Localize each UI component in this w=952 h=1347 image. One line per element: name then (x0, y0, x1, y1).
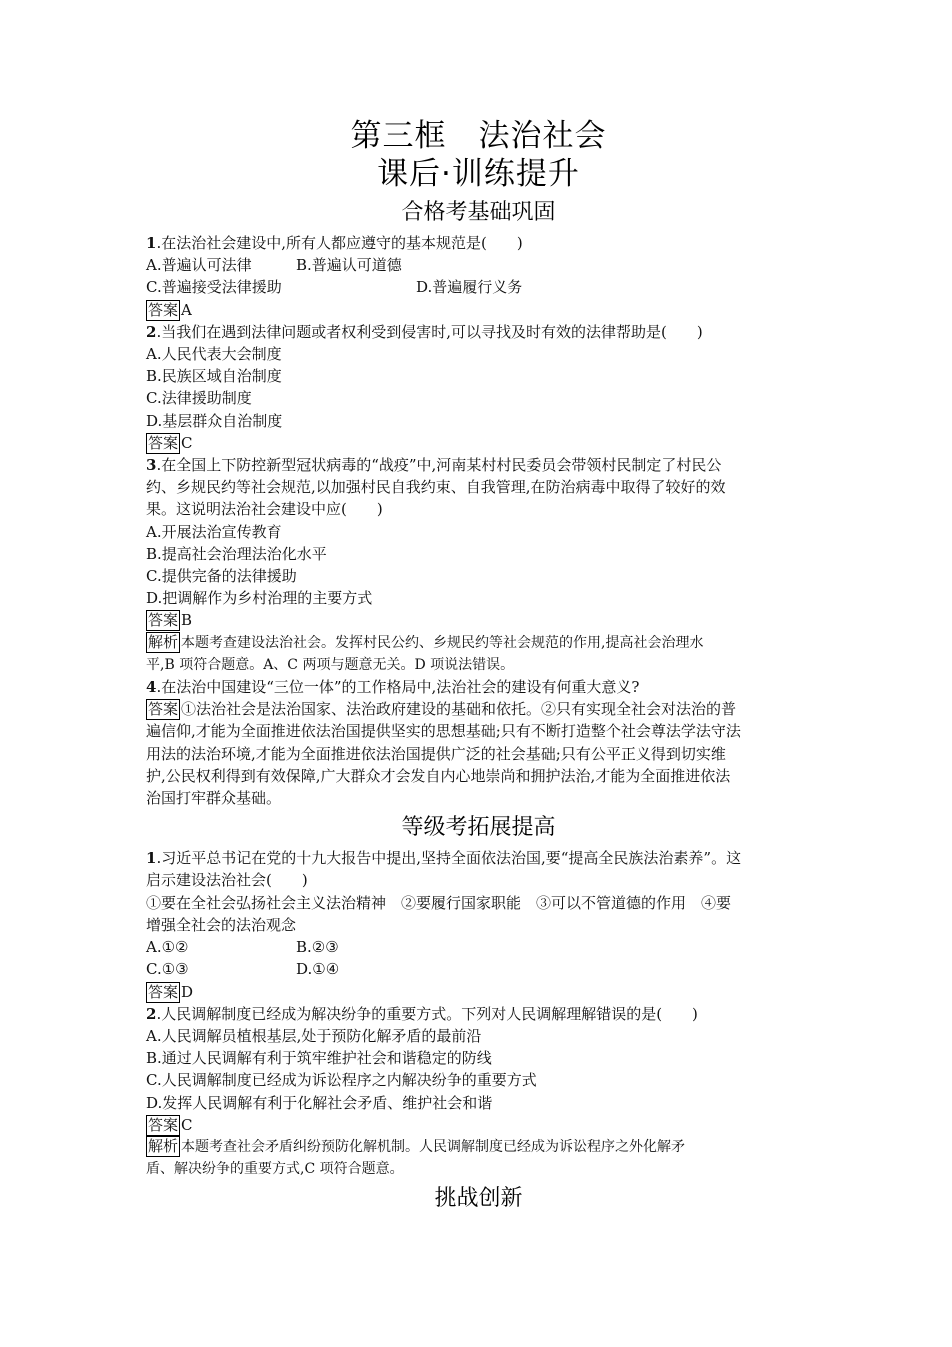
answer-tag: 答案 (148, 700, 179, 719)
option-b: B.提高社会治理法治化水平 (146, 544, 327, 563)
question-text: .在全国上下防控新型冠状病毒的“战疫”中,河南某村村民委员会带领村民制定了村民公 (156, 456, 722, 475)
question-number: 2 (146, 322, 157, 341)
option-b: B.②③ (296, 938, 339, 957)
question-1 (146, 232, 811, 321)
answer-value: D (181, 982, 194, 1001)
explanation-row (146, 632, 811, 654)
explanation-text: 本题考查建设法治社会。发挥村民公约、乡规民约等社会规范的作用,提高社会治理水 (181, 634, 704, 651)
answer-tag: 答案 (148, 433, 179, 452)
question-number: 4 (146, 678, 157, 697)
question-1 (146, 847, 811, 1002)
option-a: A.开展法治宣传教育 (146, 522, 282, 541)
option-b: B.民族区域自治制度 (146, 367, 282, 386)
question-text-line: 启示建设法治社会( ) (146, 871, 308, 890)
page-title: 第三框 法治社会 (350, 118, 607, 154)
option-d: D.①④ (296, 960, 340, 979)
options-row (146, 958, 811, 980)
option-d: D.发挥人民调解有利于化解社会矛盾、维护社会和谐 (146, 1093, 493, 1112)
section-heading-basic: 合格考基础巩固 (401, 200, 556, 225)
option-c: C.法律援助制度 (146, 389, 252, 408)
document-page (146, 118, 811, 1218)
explanation-text-line: 盾、解决纷争的重要方式,C 项符合题意。 (146, 1161, 404, 1178)
question-stem (146, 454, 811, 476)
answer-text: ①法治社会是法治国家、法治政府建设的基础和依托。②只有实现全社会对法治的普 (181, 700, 737, 719)
option-a: A.普遍认可法律 (146, 256, 252, 275)
question-text-line: 果。这说明法治社会建设中应( ) (146, 500, 383, 519)
option-c: C.普遍接受法律援助 (146, 278, 282, 297)
answer-value: B (181, 611, 193, 630)
question-2 (146, 321, 811, 454)
question-stem (146, 232, 811, 254)
explanation-text: 本题考查社会矛盾纠纷预防化解机制。人民调解制度已经成为诉讼程序之外化解矛 (181, 1138, 686, 1155)
question-text: .在法治中国建设“三位一体”的工作格局中,法治社会的建设有何重大意义? (156, 678, 640, 697)
options-row (146, 276, 811, 298)
question-stem (146, 321, 811, 343)
question-stem (146, 847, 811, 869)
answer-value: C (181, 1115, 193, 1134)
question-stem (146, 676, 811, 698)
answer-tag: 答案 (148, 611, 179, 630)
question-2 (146, 1003, 811, 1181)
option-b: B.通过人民调解有利于筑牢维护社会和谐稳定的防线 (146, 1049, 492, 1068)
explanation-row (146, 1136, 811, 1158)
option-d: D.基层群众自治制度 (146, 411, 283, 430)
answer-tag: 答案 (148, 300, 179, 319)
options-row (146, 936, 811, 958)
section-heading-advanced: 等级考拓展提高 (401, 815, 556, 841)
question-text: .人民调解制度已经成为解决纷争的重要方式。下列对人民调解理解错误的是( ) (156, 1004, 698, 1023)
answer-row (146, 698, 811, 720)
question-number: 3 (146, 456, 157, 475)
answer-value: A (181, 300, 192, 319)
option-d: D.把调解作为乡村治理的主要方式 (146, 589, 373, 608)
answer-row (146, 432, 811, 454)
option-a: A.人民调解员植根基层,处于预防化解矛盾的最前沿 (146, 1026, 482, 1045)
page-subtitle: 课后·训练提升 (377, 156, 580, 192)
answer-text-line: 遍信仰,才能为全面推进依法治国提供坚实的思想基础;只有不断打造整个社会尊法学法守法 (146, 722, 741, 741)
explanation-tag: 解析 (148, 1136, 179, 1155)
question-4 (146, 676, 811, 809)
answer-row (146, 299, 811, 321)
question-text: .习近平总书记在党的十九大报告中提出,坚持全面依法治国,要“提高全民族法治素养”。这 (156, 849, 742, 868)
question-number: 2 (146, 1004, 157, 1023)
explanation-text-line: 平,B 项符合题意。A、C 两项与题意无关。D 项说法错误。 (146, 656, 515, 673)
option-d: D.普遍履行义务 (416, 278, 523, 297)
option-a: A.①② (146, 938, 189, 957)
question-3 (146, 454, 811, 676)
answer-text-line: 护,公民权利得到有效保障,广大群众才会发自内心地崇尚和拥护法治,才能为全面推进依法 (146, 766, 731, 785)
explanation-tag: 解析 (148, 632, 179, 651)
question-text-line: 约、乡规民约等社会规范,以加强村民自我约束、自我管理,在防治病毒中取得了较好的效 (146, 478, 726, 497)
answer-tag: 答案 (148, 1115, 179, 1134)
answer-text-line: 用法的法治环境,才能为全面推进依法治国提供广泛的社会基础;只有公平正义得到切实维 (146, 744, 726, 763)
answer-text-line: 治国打牢群众基础。 (146, 789, 282, 808)
options-row (146, 254, 811, 276)
option-b: B.普遍认可道德 (296, 256, 402, 275)
option-a: A.人民代表大会制度 (146, 345, 282, 364)
option-c: C.人民调解制度已经成为诉讼程序之内解决纷争的重要方式 (146, 1071, 537, 1090)
question-number: 1 (146, 849, 157, 868)
answer-value: C (181, 433, 193, 452)
statement-list: ①要在全社会弘扬社会主义法治精神 ②要履行国家职能 ③可以不管道德的作用 ④要 (146, 893, 732, 912)
statement-list-line: 增强全社会的法治观念 (146, 915, 297, 934)
question-stem (146, 1003, 811, 1025)
question-text: .当我们在遇到法律问题或者权利受到侵害时,可以寻找及时有效的法律帮助是( ) (156, 322, 703, 341)
question-number: 1 (146, 234, 157, 252)
answer-row (146, 981, 811, 1003)
answer-tag: 答案 (148, 982, 179, 1001)
option-c: C.提供完备的法律援助 (146, 567, 297, 586)
answer-row (146, 1114, 811, 1136)
option-c: C.①③ (146, 960, 189, 979)
question-text: .在法治社会建设中,所有人都应遵守的基本规范是( ) (156, 234, 523, 252)
answer-row (146, 609, 811, 631)
section-heading-challenge: 挑战创新 (434, 1186, 523, 1212)
